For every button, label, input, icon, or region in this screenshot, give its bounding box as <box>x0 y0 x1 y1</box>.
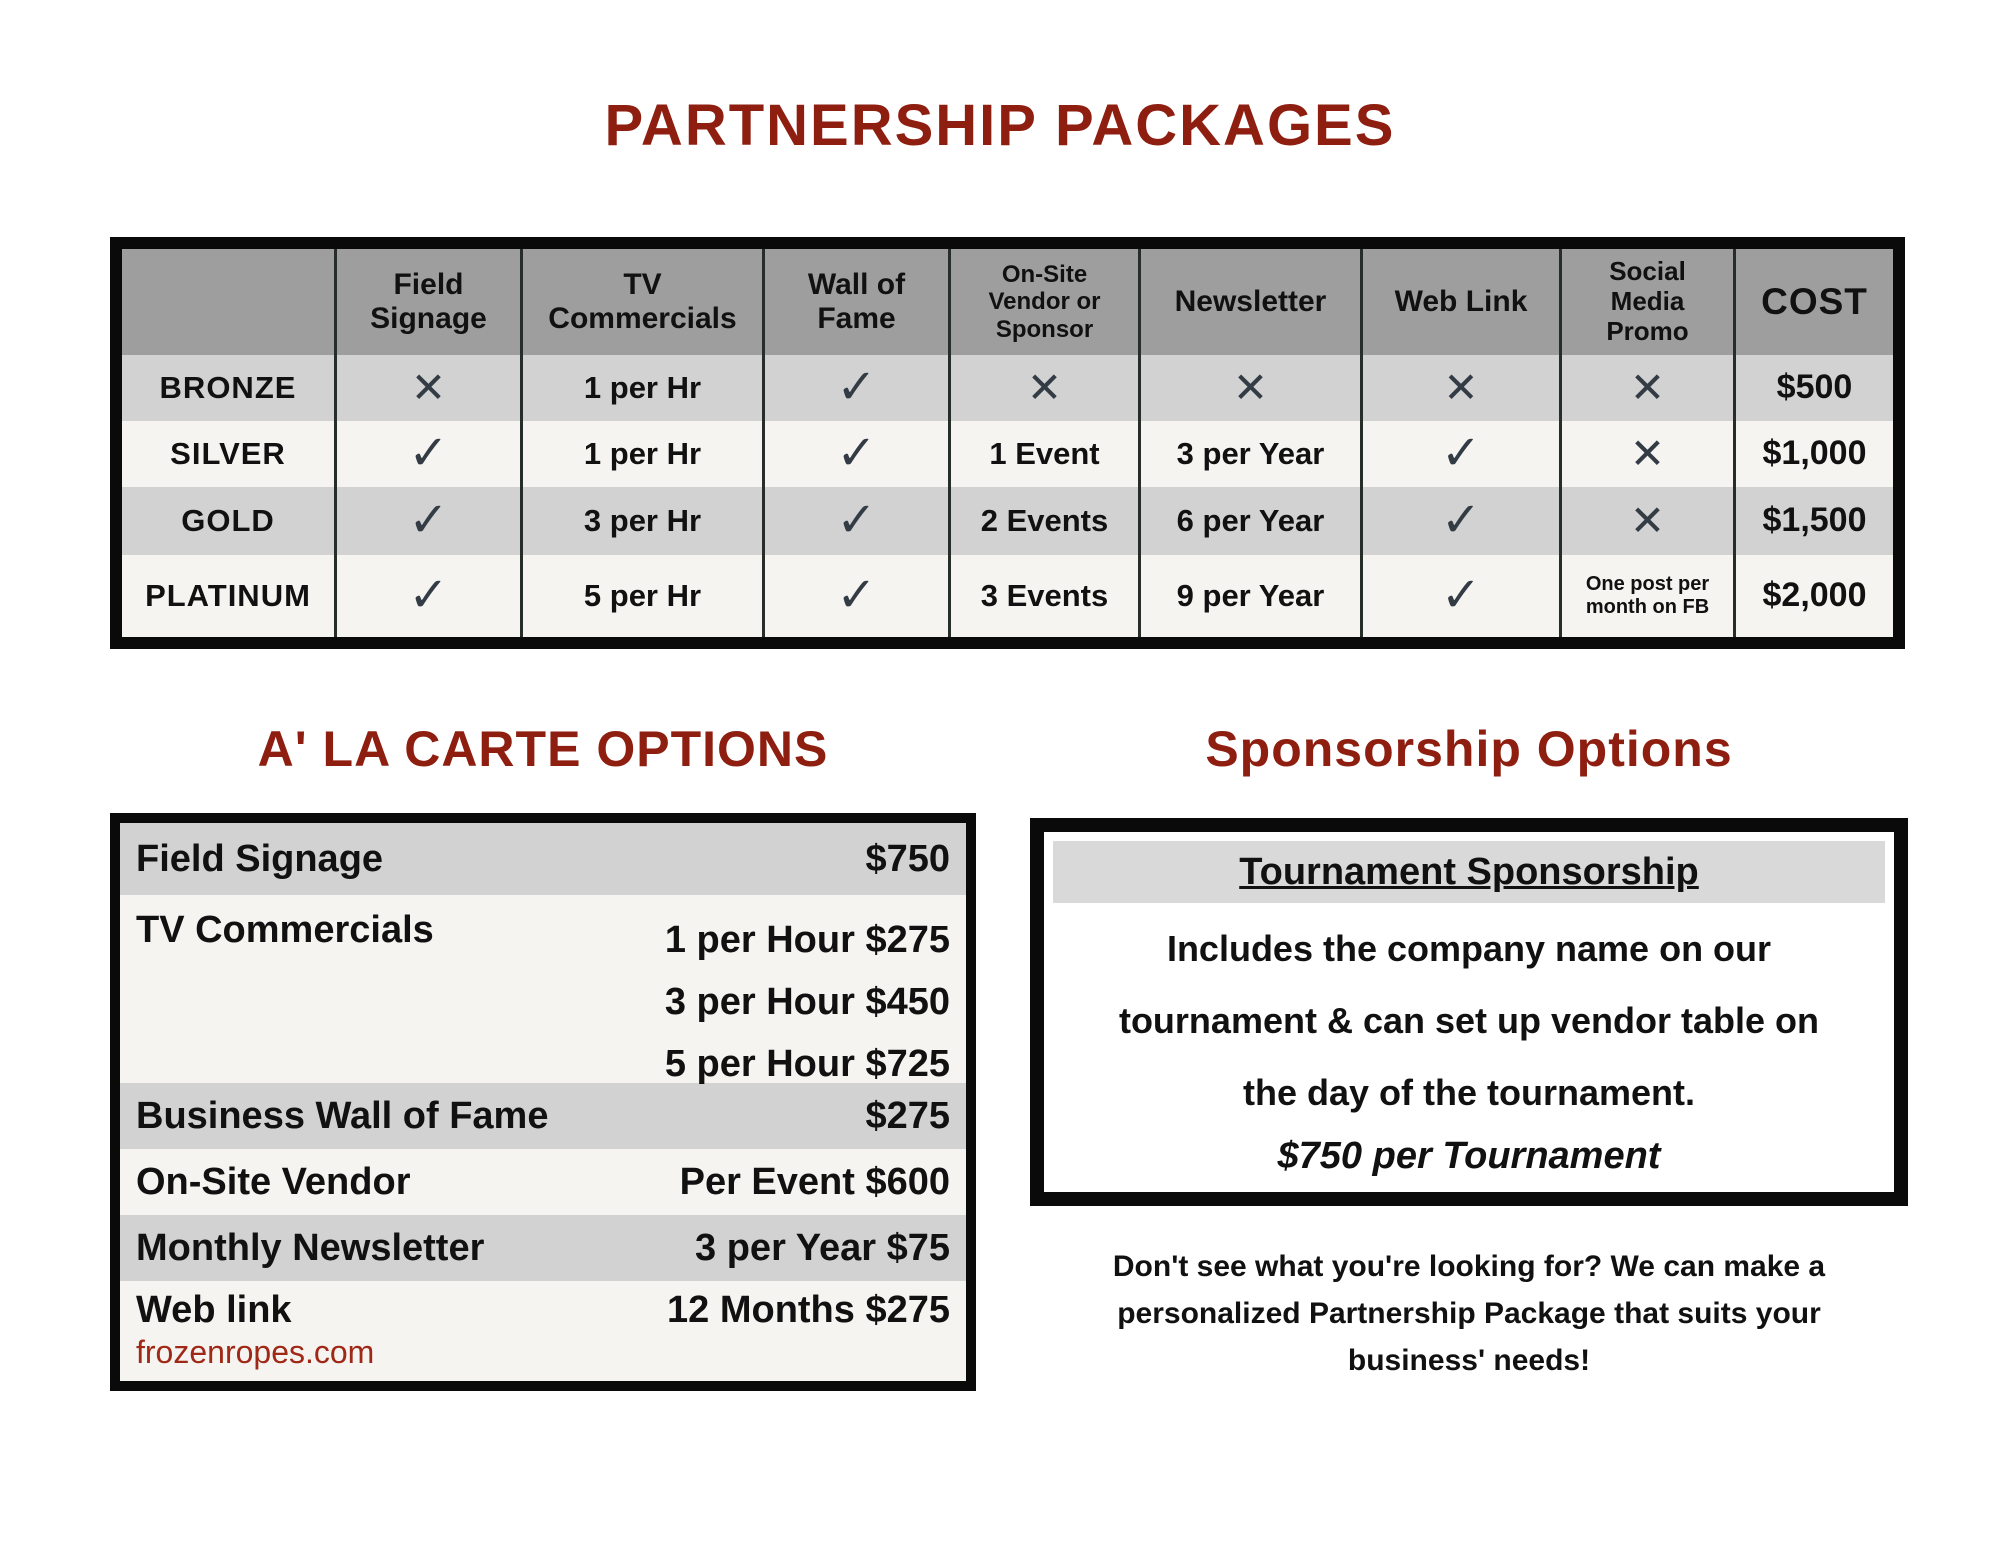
page-title: PARTNERSHIP PACKAGES <box>604 93 1396 158</box>
tournament-sponsorship-box <box>1030 818 1908 1206</box>
feature-cell-fb-note: One post per month on FB <box>1559 555 1733 637</box>
sponsorship-box-title: Tournament Sponsorship <box>1053 841 1885 903</box>
feature-cell: 1 per Hr <box>520 355 762 421</box>
cross-icon: ✕ <box>334 355 520 421</box>
sponsorship-description-line: tournament & can set up vendor table on <box>1118 1000 1820 1041</box>
option-price: 3 per Year $75 <box>695 1226 950 1269</box>
option-label: Web link <box>136 1289 292 1331</box>
custom-package-note <box>1030 1243 1908 1384</box>
column-header-field-signage: Field Signage <box>334 249 520 355</box>
alacarte-heading: A' LA CARTE OPTIONS <box>257 721 829 777</box>
column-header-social-media: Social Media Promo <box>1559 249 1733 355</box>
column-header-onsite-vendor: On-Site Vendor or Sponsor <box>948 249 1138 355</box>
check-icon: ✓ <box>762 421 948 487</box>
feature-cell: 9 per Year <box>1138 555 1360 637</box>
alacarte-row-tv-commercials <box>120 895 966 1083</box>
alacarte-row-field-signage <box>120 823 966 895</box>
cost-cell: $500 <box>1733 355 1893 421</box>
option-price: Per Event $600 <box>679 1160 950 1203</box>
feature-cell: 3 per Year <box>1138 421 1360 487</box>
packages-table <box>110 237 1905 649</box>
sponsorship-description-line: Includes the company name on our <box>1166 928 1772 969</box>
option-label: Monthly Newsletter <box>136 1226 485 1269</box>
feature-cell: 1 Event <box>948 421 1138 487</box>
column-header-cost: COST <box>1733 249 1893 355</box>
column-header-empty <box>122 249 334 355</box>
column-header-tv-commercials: TV Commercials <box>520 249 762 355</box>
tier-label-gold: GOLD <box>122 487 334 555</box>
option-label: Business Wall of Fame <box>136 1094 549 1137</box>
option-price: 5 per Hour $725 <box>664 1043 950 1085</box>
option-label: On-Site Vendor <box>136 1160 411 1203</box>
check-icon: ✓ <box>334 487 520 555</box>
feature-cell: 3 per Hr <box>520 487 762 555</box>
cross-icon: ✕ <box>948 355 1138 421</box>
cross-icon: ✕ <box>1559 421 1733 487</box>
column-header-wall-of-fame: Wall of Fame <box>762 249 948 355</box>
check-icon: ✓ <box>1360 421 1559 487</box>
cross-icon: ✕ <box>1559 487 1733 555</box>
check-icon: ✓ <box>334 555 520 637</box>
sponsorship-heading: Sponsorship Options <box>1205 721 1733 777</box>
check-icon: ✓ <box>762 355 948 421</box>
cost-cell: $2,000 <box>1733 555 1893 637</box>
alacarte-row-web-link <box>120 1281 966 1381</box>
check-icon: ✓ <box>334 421 520 487</box>
tier-label-bronze: BRONZE <box>122 355 334 421</box>
option-price: 1 per Hour $275 <box>664 919 950 961</box>
feature-cell: 1 per Hr <box>520 421 762 487</box>
option-price: $275 <box>865 1094 950 1137</box>
tier-label-platinum: PLATINUM <box>122 555 334 637</box>
feature-cell: 5 per Hr <box>520 555 762 637</box>
cross-icon: ✕ <box>1559 355 1733 421</box>
feature-cell: 3 Events <box>948 555 1138 637</box>
check-icon: ✓ <box>1360 487 1559 555</box>
feature-cell: 2 Events <box>948 487 1138 555</box>
check-icon: ✓ <box>1360 555 1559 637</box>
check-icon: ✓ <box>762 487 948 555</box>
custom-package-note-line: business' needs! <box>1347 1344 1591 1377</box>
custom-package-note-line: Don't see what you're looking for? We can make a <box>1112 1250 1826 1283</box>
option-price: 3 per Hour $450 <box>664 981 950 1023</box>
option-price: $750 <box>865 837 950 880</box>
tier-label-silver: SILVER <box>122 421 334 487</box>
alacarte-table <box>110 813 976 1391</box>
cross-icon: ✕ <box>1138 355 1360 421</box>
column-header-web-link: Web Link <box>1360 249 1559 355</box>
custom-package-note-line: personalized Partnership Package that suits your <box>1117 1297 1821 1330</box>
cross-icon: ✕ <box>1360 355 1559 421</box>
cost-cell: $1,000 <box>1733 421 1893 487</box>
website-url: frozenropes.com <box>136 1334 375 1370</box>
feature-cell: 6 per Year <box>1138 487 1360 555</box>
option-price-list <box>665 909 950 1095</box>
option-price: 12 Months $275 <box>667 1289 950 1331</box>
sponsorship-price: $750 per Tournament <box>1277 1135 1661 1177</box>
alacarte-row-newsletter <box>120 1215 966 1281</box>
sponsorship-description <box>1053 913 1885 1129</box>
cost-cell: $1,500 <box>1733 487 1893 555</box>
column-header-newsletter: Newsletter <box>1138 249 1360 355</box>
option-label: Field Signage <box>136 837 384 880</box>
option-label: TV Commercials <box>136 909 434 951</box>
sponsorship-description-line: the day of the tournament. <box>1242 1072 1696 1113</box>
alacarte-row-onsite-vendor <box>120 1149 966 1215</box>
check-icon: ✓ <box>762 555 948 637</box>
